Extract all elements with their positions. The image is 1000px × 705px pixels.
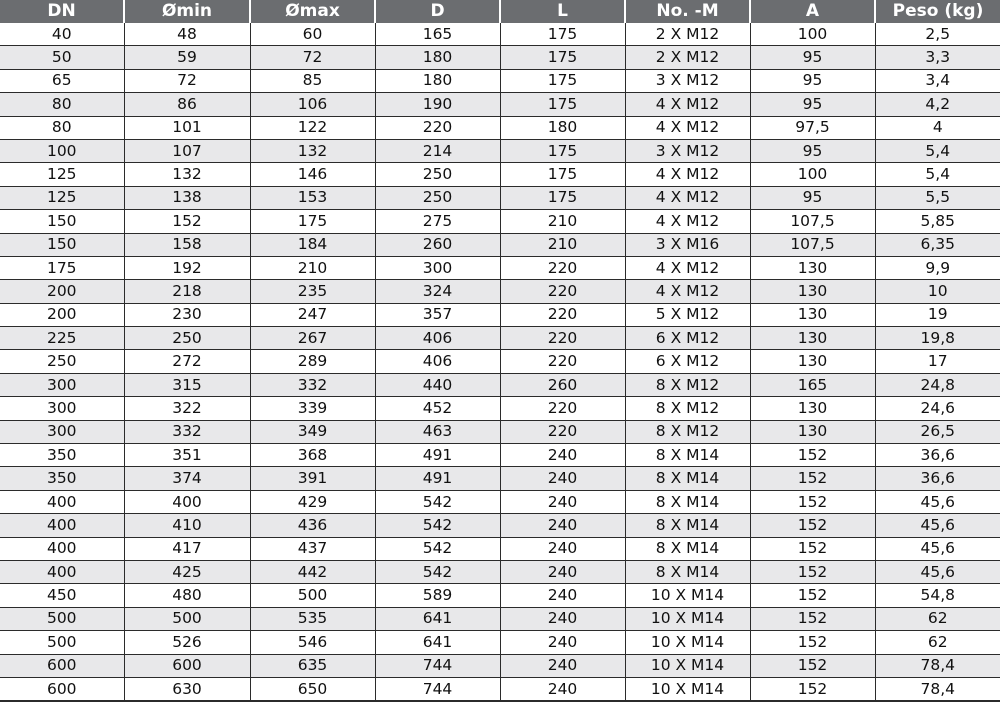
cell-bolts: 10 X M14: [625, 631, 750, 654]
cell-bolts: 4 X M12: [625, 280, 750, 303]
table-row: [0, 560, 1000, 583]
cell-min-diameter: 500: [124, 607, 250, 630]
cell-min-diameter: 152: [124, 210, 250, 233]
cell-bolts: 10 X M14: [625, 584, 750, 607]
cell-a: 130: [750, 327, 875, 350]
cell-a: 152: [750, 677, 875, 701]
cell-min-diameter: 315: [124, 373, 250, 396]
cell-weight: 45,6: [875, 537, 1000, 560]
cell-a: 165: [750, 373, 875, 396]
cell-d: 744: [375, 654, 500, 677]
cell-d: 542: [375, 537, 500, 560]
cell-min-diameter: 72: [124, 69, 250, 92]
cell-l: 180: [500, 116, 625, 139]
cell-min-diameter: 230: [124, 303, 250, 326]
cell-max-diameter: 332: [250, 373, 375, 396]
cell-weight: 9,9: [875, 256, 1000, 279]
cell-weight: 45,6: [875, 490, 1000, 513]
cell-max-diameter: 210: [250, 256, 375, 279]
table-row: [0, 256, 1000, 279]
cell-bolts: 5 X M12: [625, 303, 750, 326]
cell-d: 452: [375, 397, 500, 420]
header-min-diameter: Ømin: [124, 0, 250, 23]
cell-dn: 125: [0, 163, 124, 186]
cell-max-diameter: 175: [250, 210, 375, 233]
cell-max-diameter: 500: [250, 584, 375, 607]
cell-weight: 4: [875, 116, 1000, 139]
cell-l: 175: [500, 139, 625, 162]
cell-max-diameter: 546: [250, 631, 375, 654]
cell-bolts: 4 X M12: [625, 210, 750, 233]
cell-dn: 150: [0, 210, 124, 233]
cell-dn: 350: [0, 467, 124, 490]
cell-dn: 600: [0, 654, 124, 677]
cell-bolts: 8 X M14: [625, 560, 750, 583]
cell-bolts: 4 X M12: [625, 186, 750, 209]
cell-dn: 300: [0, 397, 124, 420]
cell-dn: 40: [0, 23, 124, 46]
cell-a: 152: [750, 537, 875, 560]
cell-min-diameter: 86: [124, 93, 250, 116]
cell-a: 130: [750, 350, 875, 373]
cell-bolts: 4 X M12: [625, 116, 750, 139]
table-row: [0, 186, 1000, 209]
cell-a: 130: [750, 397, 875, 420]
cell-weight: 3,3: [875, 46, 1000, 69]
table-row: [0, 303, 1000, 326]
cell-weight: 26,5: [875, 420, 1000, 443]
cell-weight: 5,4: [875, 163, 1000, 186]
table-row: [0, 69, 1000, 92]
cell-a: 97,5: [750, 116, 875, 139]
cell-a: 152: [750, 444, 875, 467]
table-row: [0, 280, 1000, 303]
cell-bolts: 4 X M12: [625, 256, 750, 279]
cell-d: 491: [375, 444, 500, 467]
cell-d: 589: [375, 584, 500, 607]
cell-max-diameter: 339: [250, 397, 375, 420]
cell-l: 240: [500, 490, 625, 513]
cell-min-diameter: 48: [124, 23, 250, 46]
cell-a: 152: [750, 654, 875, 677]
cell-bolts: 8 X M14: [625, 444, 750, 467]
cell-l: 210: [500, 210, 625, 233]
cell-a: 152: [750, 514, 875, 537]
cell-d: 542: [375, 514, 500, 537]
cell-d: 542: [375, 560, 500, 583]
cell-a: 95: [750, 69, 875, 92]
cell-a: 95: [750, 46, 875, 69]
header-a: A: [750, 0, 875, 23]
cell-min-diameter: 400: [124, 490, 250, 513]
cell-bolts: 8 X M14: [625, 467, 750, 490]
cell-weight: 45,6: [875, 560, 1000, 583]
cell-weight: 5,5: [875, 186, 1000, 209]
cell-max-diameter: 429: [250, 490, 375, 513]
cell-l: 240: [500, 584, 625, 607]
cell-d: 300: [375, 256, 500, 279]
cell-weight: 62: [875, 631, 1000, 654]
cell-l: 210: [500, 233, 625, 256]
cell-l: 220: [500, 327, 625, 350]
cell-max-diameter: 442: [250, 560, 375, 583]
cell-d: 250: [375, 186, 500, 209]
table-row: [0, 584, 1000, 607]
cell-weight: 17: [875, 350, 1000, 373]
cell-l: 240: [500, 607, 625, 630]
cell-dn: 350: [0, 444, 124, 467]
cell-a: 152: [750, 490, 875, 513]
cell-bolts: 2 X M12: [625, 23, 750, 46]
table-row: [0, 23, 1000, 46]
cell-d: 220: [375, 116, 500, 139]
cell-dn: 300: [0, 420, 124, 443]
cell-max-diameter: 247: [250, 303, 375, 326]
cell-min-diameter: 138: [124, 186, 250, 209]
cell-min-diameter: 101: [124, 116, 250, 139]
cell-dn: 400: [0, 560, 124, 583]
cell-a: 152: [750, 584, 875, 607]
cell-dn: 200: [0, 303, 124, 326]
table-row: [0, 327, 1000, 350]
cell-l: 220: [500, 256, 625, 279]
cell-min-diameter: 480: [124, 584, 250, 607]
cell-bolts: 8 X M14: [625, 514, 750, 537]
table-row: [0, 420, 1000, 443]
header-bolts: No. -M: [625, 0, 750, 23]
cell-dn: 65: [0, 69, 124, 92]
cell-bolts: 6 X M12: [625, 327, 750, 350]
table-row: [0, 233, 1000, 256]
cell-max-diameter: 650: [250, 677, 375, 701]
table-row: [0, 654, 1000, 677]
cell-d: 180: [375, 46, 500, 69]
cell-l: 220: [500, 280, 625, 303]
cell-min-diameter: 59: [124, 46, 250, 69]
cell-l: 220: [500, 420, 625, 443]
table-row: [0, 677, 1000, 701]
cell-l: 220: [500, 397, 625, 420]
header-l: L: [500, 0, 625, 23]
cell-max-diameter: 85: [250, 69, 375, 92]
cell-dn: 300: [0, 373, 124, 396]
cell-max-diameter: 535: [250, 607, 375, 630]
cell-dn: 600: [0, 677, 124, 701]
header-dn: DN: [0, 0, 124, 23]
cell-dn: 200: [0, 280, 124, 303]
cell-weight: 5,85: [875, 210, 1000, 233]
cell-d: 641: [375, 607, 500, 630]
header-weight: Peso (kg): [875, 0, 1000, 23]
table-row: [0, 350, 1000, 373]
table-row: [0, 116, 1000, 139]
cell-a: 152: [750, 560, 875, 583]
table-row: [0, 514, 1000, 537]
cell-max-diameter: 72: [250, 46, 375, 69]
header-d: D: [375, 0, 500, 23]
cell-l: 175: [500, 93, 625, 116]
table-row: [0, 397, 1000, 420]
cell-a: 130: [750, 420, 875, 443]
cell-dn: 80: [0, 93, 124, 116]
cell-l: 220: [500, 350, 625, 373]
cell-min-diameter: 600: [124, 654, 250, 677]
cell-bolts: 8 X M12: [625, 397, 750, 420]
cell-weight: 78,4: [875, 654, 1000, 677]
table-header: [0, 0, 1000, 23]
cell-min-diameter: 410: [124, 514, 250, 537]
cell-a: 130: [750, 303, 875, 326]
table-row: [0, 607, 1000, 630]
cell-min-diameter: 374: [124, 467, 250, 490]
cell-min-diameter: 526: [124, 631, 250, 654]
cell-min-diameter: 218: [124, 280, 250, 303]
cell-max-diameter: 122: [250, 116, 375, 139]
cell-d: 440: [375, 373, 500, 396]
cell-bolts: 8 X M12: [625, 420, 750, 443]
cell-weight: 36,6: [875, 444, 1000, 467]
cell-max-diameter: 146: [250, 163, 375, 186]
cell-dn: 175: [0, 256, 124, 279]
cell-weight: 4,2: [875, 93, 1000, 116]
cell-max-diameter: 635: [250, 654, 375, 677]
cell-d: 214: [375, 139, 500, 162]
cell-l: 175: [500, 186, 625, 209]
cell-max-diameter: 349: [250, 420, 375, 443]
cell-bolts: 8 X M14: [625, 537, 750, 560]
cell-weight: 54,8: [875, 584, 1000, 607]
cell-d: 260: [375, 233, 500, 256]
cell-l: 240: [500, 514, 625, 537]
cell-max-diameter: 289: [250, 350, 375, 373]
cell-a: 152: [750, 631, 875, 654]
table-row: [0, 46, 1000, 69]
cell-weight: 24,6: [875, 397, 1000, 420]
cell-weight: 5,4: [875, 139, 1000, 162]
cell-bolts: 3 X M12: [625, 69, 750, 92]
cell-d: 406: [375, 327, 500, 350]
cell-a: 95: [750, 139, 875, 162]
cell-max-diameter: 184: [250, 233, 375, 256]
cell-l: 240: [500, 654, 625, 677]
cell-d: 406: [375, 350, 500, 373]
cell-a: 95: [750, 93, 875, 116]
cell-bolts: 10 X M14: [625, 607, 750, 630]
cell-weight: 6,35: [875, 233, 1000, 256]
cell-a: 95: [750, 186, 875, 209]
cell-dn: 450: [0, 584, 124, 607]
cell-weight: 19,8: [875, 327, 1000, 350]
cell-min-diameter: 272: [124, 350, 250, 373]
cell-max-diameter: 153: [250, 186, 375, 209]
cell-a: 100: [750, 163, 875, 186]
cell-bolts: 3 X M16: [625, 233, 750, 256]
cell-max-diameter: 60: [250, 23, 375, 46]
cell-dn: 400: [0, 490, 124, 513]
cell-l: 240: [500, 631, 625, 654]
cell-weight: 62: [875, 607, 1000, 630]
table-row: [0, 537, 1000, 560]
cell-d: 491: [375, 467, 500, 490]
cell-d: 324: [375, 280, 500, 303]
cell-weight: 10: [875, 280, 1000, 303]
cell-weight: 3,4: [875, 69, 1000, 92]
cell-weight: 24,8: [875, 373, 1000, 396]
cell-dn: 500: [0, 631, 124, 654]
cell-l: 240: [500, 677, 625, 701]
cell-max-diameter: 235: [250, 280, 375, 303]
cell-dn: 125: [0, 186, 124, 209]
cell-l: 260: [500, 373, 625, 396]
cell-weight: 19: [875, 303, 1000, 326]
cell-dn: 50: [0, 46, 124, 69]
cell-weight: 36,6: [875, 467, 1000, 490]
cell-bolts: 4 X M12: [625, 163, 750, 186]
cell-bolts: 8 X M12: [625, 373, 750, 396]
cell-min-diameter: 332: [124, 420, 250, 443]
cell-min-diameter: 250: [124, 327, 250, 350]
cell-a: 100: [750, 23, 875, 46]
cell-bolts: 6 X M12: [625, 350, 750, 373]
cell-min-diameter: 417: [124, 537, 250, 560]
cell-max-diameter: 368: [250, 444, 375, 467]
cell-l: 175: [500, 23, 625, 46]
cell-l: 240: [500, 560, 625, 583]
cell-dn: 80: [0, 116, 124, 139]
cell-weight: 2,5: [875, 23, 1000, 46]
cell-max-diameter: 436: [250, 514, 375, 537]
cell-bolts: 2 X M12: [625, 46, 750, 69]
table-row: [0, 631, 1000, 654]
table-body: [0, 23, 1000, 701]
cell-d: 275: [375, 210, 500, 233]
table-row: [0, 163, 1000, 186]
cell-l: 175: [500, 69, 625, 92]
cell-d: 165: [375, 23, 500, 46]
header-row: [0, 0, 1000, 23]
cell-a: 130: [750, 256, 875, 279]
cell-min-diameter: 158: [124, 233, 250, 256]
cell-l: 240: [500, 444, 625, 467]
table-row: [0, 444, 1000, 467]
cell-a: 152: [750, 607, 875, 630]
cell-max-diameter: 391: [250, 467, 375, 490]
cell-d: 357: [375, 303, 500, 326]
cell-min-diameter: 351: [124, 444, 250, 467]
cell-max-diameter: 132: [250, 139, 375, 162]
cell-d: 463: [375, 420, 500, 443]
table-row: [0, 139, 1000, 162]
cell-d: 641: [375, 631, 500, 654]
cell-weight: 45,6: [875, 514, 1000, 537]
cell-min-diameter: 322: [124, 397, 250, 420]
cell-l: 175: [500, 46, 625, 69]
cell-d: 180: [375, 69, 500, 92]
cell-a: 152: [750, 467, 875, 490]
table-row: [0, 490, 1000, 513]
cell-weight: 78,4: [875, 677, 1000, 701]
cell-d: 744: [375, 677, 500, 701]
cell-min-diameter: 192: [124, 256, 250, 279]
cell-l: 240: [500, 467, 625, 490]
cell-dn: 100: [0, 139, 124, 162]
cell-bolts: 8 X M14: [625, 490, 750, 513]
cell-dn: 400: [0, 537, 124, 560]
cell-dn: 150: [0, 233, 124, 256]
table-row: [0, 373, 1000, 396]
header-max-diameter: Ømax: [250, 0, 375, 23]
cell-max-diameter: 437: [250, 537, 375, 560]
cell-bolts: 4 X M12: [625, 93, 750, 116]
cell-d: 190: [375, 93, 500, 116]
cell-a: 107,5: [750, 233, 875, 256]
cell-bolts: 10 X M14: [625, 677, 750, 701]
cell-bolts: 3 X M12: [625, 139, 750, 162]
cell-bolts: 10 X M14: [625, 654, 750, 677]
cell-d: 250: [375, 163, 500, 186]
table-row: [0, 93, 1000, 116]
cell-l: 175: [500, 163, 625, 186]
cell-dn: 400: [0, 514, 124, 537]
cell-dn: 500: [0, 607, 124, 630]
cell-max-diameter: 267: [250, 327, 375, 350]
cell-l: 240: [500, 537, 625, 560]
cell-dn: 250: [0, 350, 124, 373]
cell-min-diameter: 132: [124, 163, 250, 186]
table-row: [0, 210, 1000, 233]
cell-min-diameter: 425: [124, 560, 250, 583]
table-row: [0, 467, 1000, 490]
cell-min-diameter: 107: [124, 139, 250, 162]
cell-max-diameter: 106: [250, 93, 375, 116]
cell-l: 220: [500, 303, 625, 326]
cell-d: 542: [375, 490, 500, 513]
cell-a: 130: [750, 280, 875, 303]
cell-dn: 225: [0, 327, 124, 350]
cell-min-diameter: 630: [124, 677, 250, 701]
cell-a: 107,5: [750, 210, 875, 233]
